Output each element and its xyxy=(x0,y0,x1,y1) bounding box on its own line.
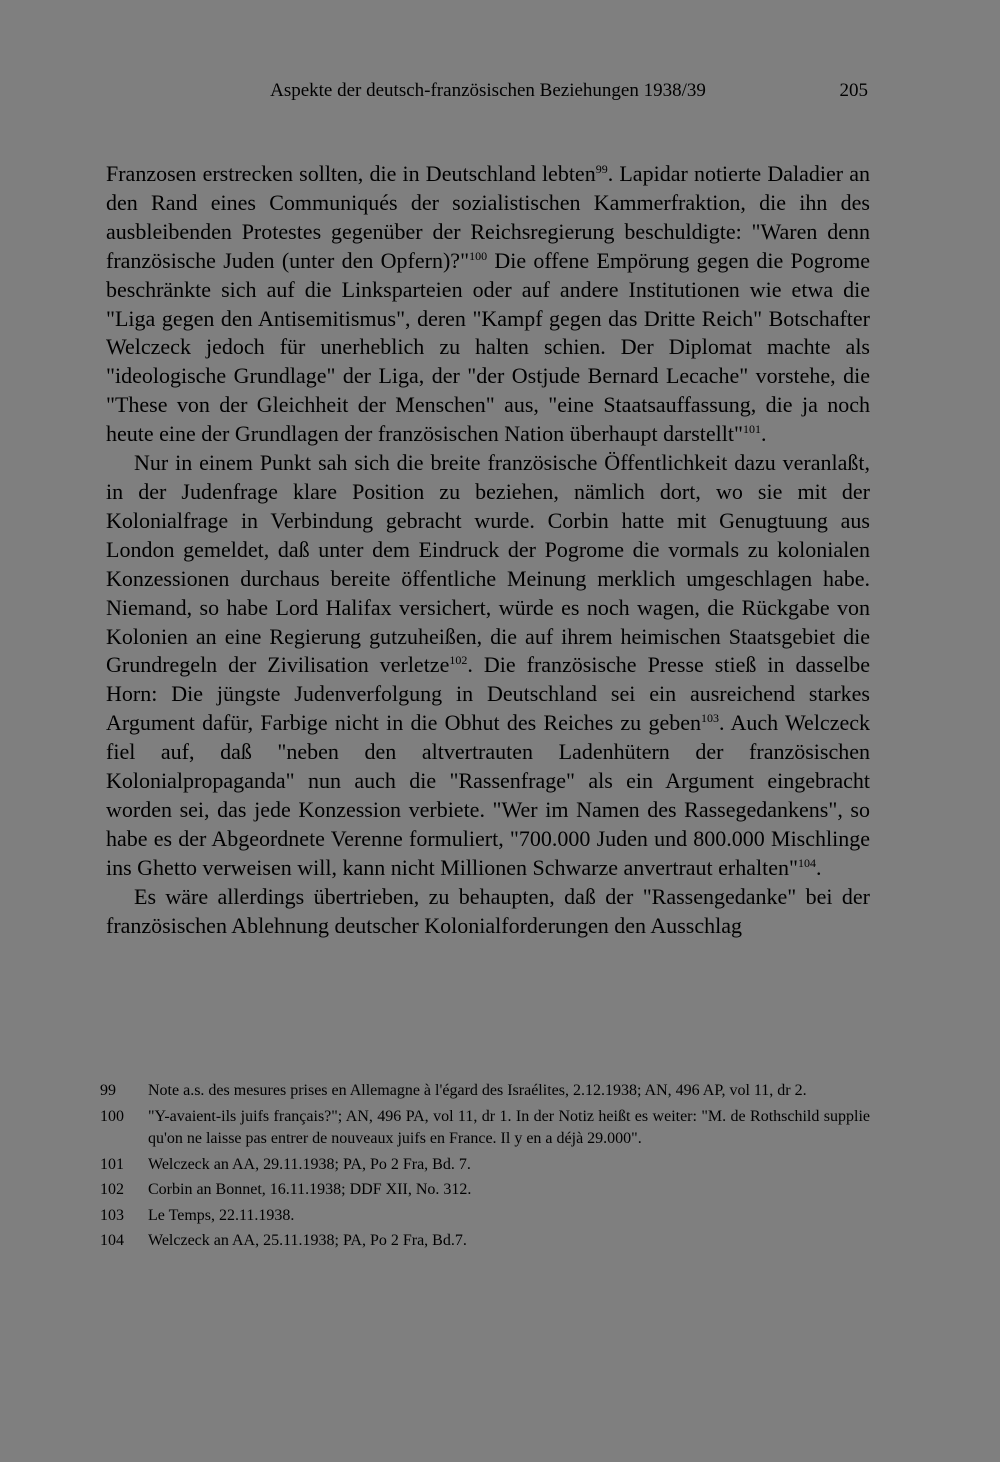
text-run: . xyxy=(816,854,822,880)
footnote xyxy=(100,1080,870,1103)
text-run: . Lapidar notierte Daladier an den Rand eines Communiqués der sozialistischen Kammerfraktion, die ihn des ausbleibenden Protestes gegenüber der Reichsregierung beschuldigte: "Waren denn französische Juden (unter den Opfern)?" xyxy=(106,161,870,273)
footnote-ref-104: 104 xyxy=(798,855,816,870)
paragraph-3 xyxy=(106,883,870,941)
text-run: Es wäre allerdings übertrieben, zu behaupten, daß der "Rassengedanke" bei der französischen Ablehnung deutscher Kolonialforderungen den Ausschlag xyxy=(106,883,870,938)
footnote xyxy=(100,1205,870,1228)
footnote-number: 101 xyxy=(100,1155,124,1173)
text-run: . Die französische Presse stieß in dasselbe Horn: Die jüngste Judenverfolgung in Deutschland sei ein ausreichend starkes Argument dafür, Farbige nicht in die Obhut des Reiches zu geben xyxy=(106,652,870,736)
footnote-text: Welczeck an AA, 25.11.1938; PA, Po 2 Fra, Bd.7. xyxy=(148,1232,467,1249)
running-title: Aspekte der deutsch-französischen Beziehungen 1938/39 xyxy=(270,80,706,101)
page-number: 205 xyxy=(839,80,868,101)
footnote-number: 100 xyxy=(100,1107,124,1125)
footnote-ref-102: 102 xyxy=(449,653,468,668)
footnote xyxy=(100,1179,870,1202)
paragraph-2 xyxy=(106,449,870,883)
text-run: . xyxy=(760,421,767,447)
footnote-text: "Y-avaient-ils juifs français?"; AN, 496 PA, vol 11, dr 1. In der Notiz heißt es weiter: "M. de Rothschild supplie qu'on ne laisse pas entrer de nouveaux juifs en France. Il y en a déjà 29.000". xyxy=(148,1107,870,1147)
text-run: Die offene Empörung gegen die Pogrome beschränkte sich auf die Linksparteien oder auf andere Institutionen wie etwa die "Liga gegen den Antisemitismus", deren "Kampf gegen das Dritte Reich" Botschafter Welczeck jedoch für unerheblich zu halten schien. Der Diplomat machte als "ideologische Grundlage" der Liga, der "der Ostjude Bernard Lecache" vorstehe, die "These von der Gleichheit der Menschen" aus, "eine Staatsauffassung, die ja noch heute eine der Grundlagen der französischen Nation überhaupt darstellt" xyxy=(106,247,870,447)
footnote-ref-103: 103 xyxy=(700,711,719,726)
footnote xyxy=(100,1230,870,1253)
running-head xyxy=(108,76,868,106)
footnote-number: 99 xyxy=(100,1082,116,1099)
footnote-text: Le Temps, 22.11.1938. xyxy=(148,1206,295,1224)
body-text xyxy=(106,160,870,940)
footnote-number: 102 xyxy=(100,1181,124,1198)
footnote-number: 103 xyxy=(100,1206,124,1224)
text-run: Franzosen erstrecken sollten, die in Deutschland lebten xyxy=(106,161,596,186)
footnote-text: Corbin an Bonnet, 16.11.1938; DDF XII, No. 312. xyxy=(148,1181,472,1198)
footnote-ref-99: 99 xyxy=(595,162,608,176)
footnote xyxy=(100,1154,870,1177)
footnote-ref-101: 101 xyxy=(742,422,761,437)
text-run: Nur in einem Punkt sah sich die breite französische Öffentlichkeit dazu veranlaßt, in der Judenfrage klare Position zu beziehen, nämlich dort, wo sie mit der Kolonialfrage in Verbindung gebracht wurde. Corbin hatte mit Genugtuung aus London gemeldet, daß unter dem Eindruck der Pogrome die vormals zu kolonialen Konzessionen durchaus bereite öffentliche Meinung merklich umgeschlagen habe. Niemand, so habe Lord Halifax versichert, würde es noch wagen, die Rückgabe von Kolonien an eine Regierung gutzuheißen, die auf ihrem heimischen Staatsgebiet die Grundregeln der Zivilisation verletze xyxy=(106,450,870,678)
paragraph-1 xyxy=(106,160,870,449)
text-run: . Auch Welczeck fiel auf, daß "neben den altvertrauten Ladenhütern der französischen Kolonialpropaganda" nun auch die "Rassenfrage" als ein Argument eingebracht worden sei, das jede Konzession verbiete. "Wer im Namen des Rassegedankens", so habe es der Abgeordnete Verenne formuliert, "700.000 Juden und 800.000 Mischlinge ins Ghetto verweisen will, kann nicht Millionen Schwarze anvertraut erhalten" xyxy=(106,710,870,880)
footnote-number: 104 xyxy=(100,1232,124,1249)
footnote-text: Note a.s. des mesures prises en Allemagne à l'égard des Israélites, 2.12.1938; AN, 496 AP, vol 11, dr 2. xyxy=(148,1082,807,1099)
footnote-text: Welczeck an AA, 29.11.1938; PA, Po 2 Fra, Bd. 7. xyxy=(148,1155,471,1173)
footnote xyxy=(100,1106,870,1151)
footnotes xyxy=(100,1080,870,1256)
footnote-ref-100: 100 xyxy=(469,248,488,263)
